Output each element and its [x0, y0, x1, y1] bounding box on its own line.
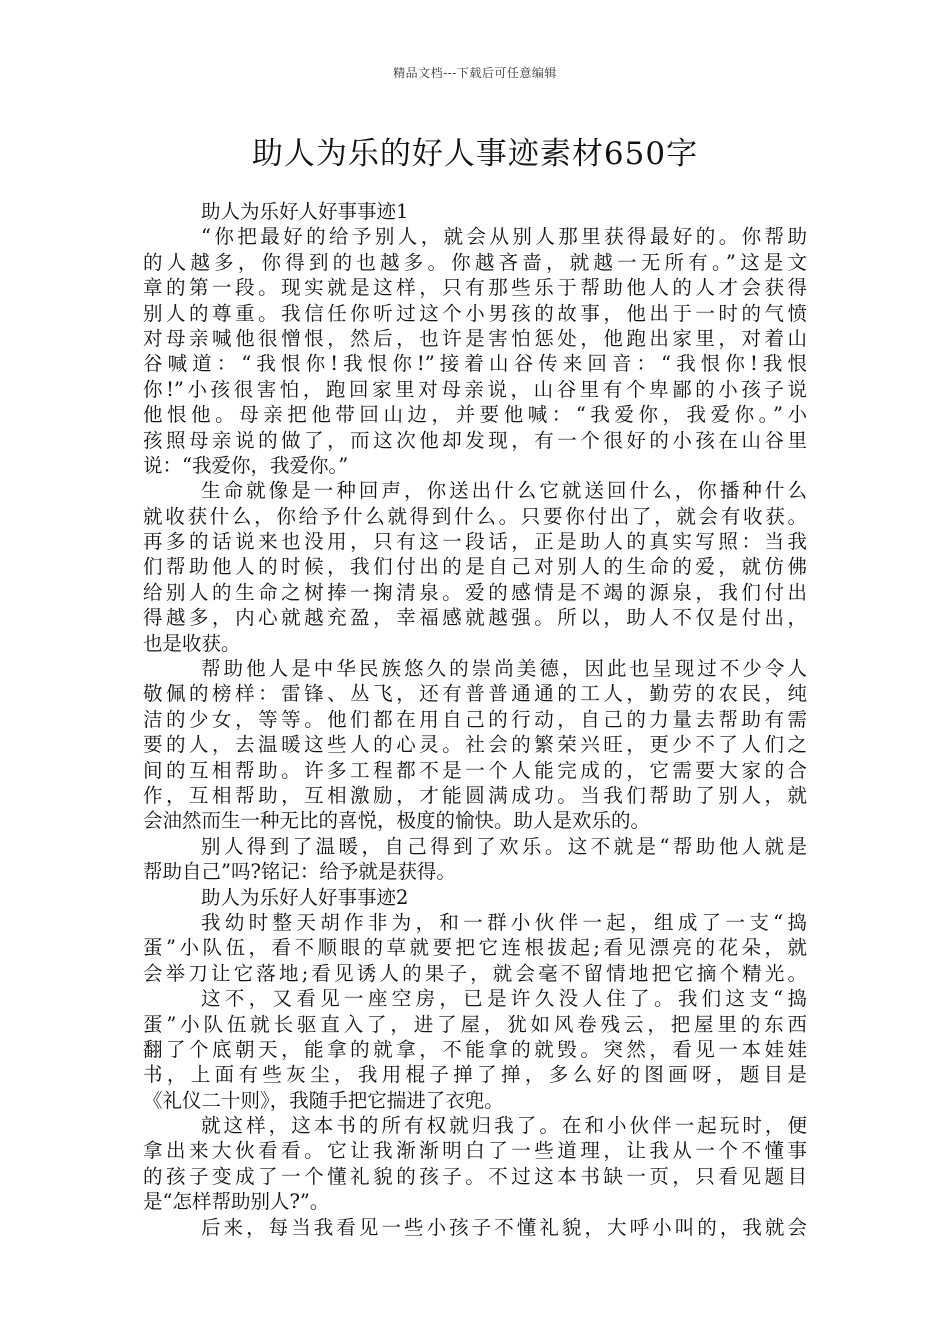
text-line: 敬佩的榜样：雷锋、丛飞，还有普普通通的工人，勤劳的农民，纯 [143, 682, 807, 706]
text-line: 《礼仪二十则》，我随手把它揣进了衣兜。 [143, 1088, 504, 1112]
text-line: “你把最好的给予别人，就会从别人那里获得最好的。你帮助 [201, 225, 807, 249]
text-line: 就收获什么，你给予什么就得到什么。只要你付出了，就会有收获。 [143, 504, 807, 528]
text-line: 拿出来大伙看看。它让我渐渐明白了一些道理，让我从一个不懂事 [143, 1139, 807, 1163]
text-line: 书，上面有些灰尘，我用棍子掸了掸，多么好的图画呀，题目是 [143, 1063, 807, 1087]
document-title: 助人为乐的好人事迹素材650字 [251, 136, 699, 172]
text-line: 对母亲喊他很憎恨，然后，也许是害怕惩处，他跑出家里，对着山 [143, 326, 807, 350]
text-line: 间的互相帮助。许多工程都不是一个人能完成的，它需要大家的合 [143, 758, 807, 782]
text-line: 们帮助他人的时候，我们付出的是自己对别人的生命的爱，就仿佛 [143, 555, 807, 579]
text-line: 帮助自己”吗?铭记：给予就是获得。 [143, 860, 456, 884]
text-line: 生命就像是一种回声，你送出什么它就送回什么，你播种什么 [201, 479, 807, 503]
text-line: 得越多，内心就越充盈，幸福感就越强。所以，助人不仅是付出， [143, 606, 807, 630]
text-line: 助人为乐好人好事事迹2 [201, 885, 409, 909]
text-line: 别人的尊重。我信任你听过这个小男孩的故事，他出于一时的气愤 [143, 301, 807, 325]
text-line: 要的人，去温暖这些人的心灵。社会的繁荣兴旺，更少不了人们之 [143, 733, 807, 757]
text-line: 会油然而生一种无比的喜悦，极度的愉快。助人是欢乐的。 [143, 809, 651, 833]
text-line: 蛋”小队伍就长驱直入了，进了屋，犹如风卷残云，把屋里的东西 [143, 1012, 807, 1036]
text-line: 的人越多，你得到的也越多。你越吝啬，就越一无所有。”这是文 [143, 250, 807, 274]
page-header: 精品文档---下载后可任意编辑 [393, 66, 557, 80]
text-line: 就这样，这本书的所有权就归我了。在和小伙伴一起玩时，便 [201, 1114, 807, 1138]
text-line: 别人得到了温暖，自己得到了欢乐。这不就是“帮助他人就是 [201, 834, 807, 858]
text-line: 再多的话说来也没用，只有这一段话，正是助人的真实写照：当我 [143, 530, 807, 554]
text-line: 这不，又看见一座空房，已是许久没人住了。我们这支“捣 [201, 987, 807, 1011]
text-line: 作，互相帮助，互相激励，才能圆满成功。当我们帮助了别人，就 [143, 783, 807, 807]
text-line: 说：“我爱你，我爱你。” [143, 453, 349, 477]
document-body [143, 199, 807, 1240]
text-line: 你!”小孩很害怕，跑回家里对母亲说，山谷里有个卑鄙的小孩子说 [143, 377, 807, 401]
text-line: 帮助他人是中华民族悠久的崇尚美德，因此也呈现过不少令人 [201, 657, 807, 681]
text-line: 他恨他。母亲把他带回山边，并要他喊：“我爱你，我爱你。”小 [143, 403, 807, 427]
text-line: 我幼时整天胡作非为，和一群小伙伴一起，组成了一支“捣 [201, 910, 807, 934]
text-line: 谷喊道：“我恨你!我恨你!”接着山谷传来回音：“我恨你!我恨 [143, 352, 807, 376]
text-line: 是“怎样帮助别人?”。 [143, 1190, 330, 1214]
text-line: 洁的少女，等等。他们都在用自己的行动，自己的力量去帮助有需 [143, 707, 807, 731]
text-line: 的孩子变成了一个懂礼貌的孩子。不过这本书缺一页，只看见题目 [143, 1164, 807, 1188]
text-line: 翻了个底朝天，能拿的就拿，不能拿的就毁。突然，看见一本娃娃 [143, 1037, 807, 1061]
text-line: 后来，每当我看见一些小孩子不懂礼貌，大呼小叫的，我就会 [201, 1215, 807, 1239]
text-line: 也是收获。 [143, 631, 241, 655]
text-line: 给别人的生命之树捧一掬清泉。爱的感情是不竭的源泉，我们付出 [143, 580, 807, 604]
text-line: 章的第一段。现实就是这样，只有那些乐于帮助他人的人才会获得 [143, 276, 807, 300]
text-line: 会举刀让它落地;看见诱人的果子，就会毫不留情地把它摘个精光。 [143, 961, 807, 985]
text-line: 助人为乐好人好事事迹1 [201, 200, 409, 223]
text-line: 蛋”小队伍，看不顺眼的草就要把它连根拔起;看见漂亮的花朵，就 [143, 936, 807, 960]
text-line: 孩照母亲说的做了，而这次他却发现，有一个很好的小孩在山谷里 [143, 428, 807, 452]
